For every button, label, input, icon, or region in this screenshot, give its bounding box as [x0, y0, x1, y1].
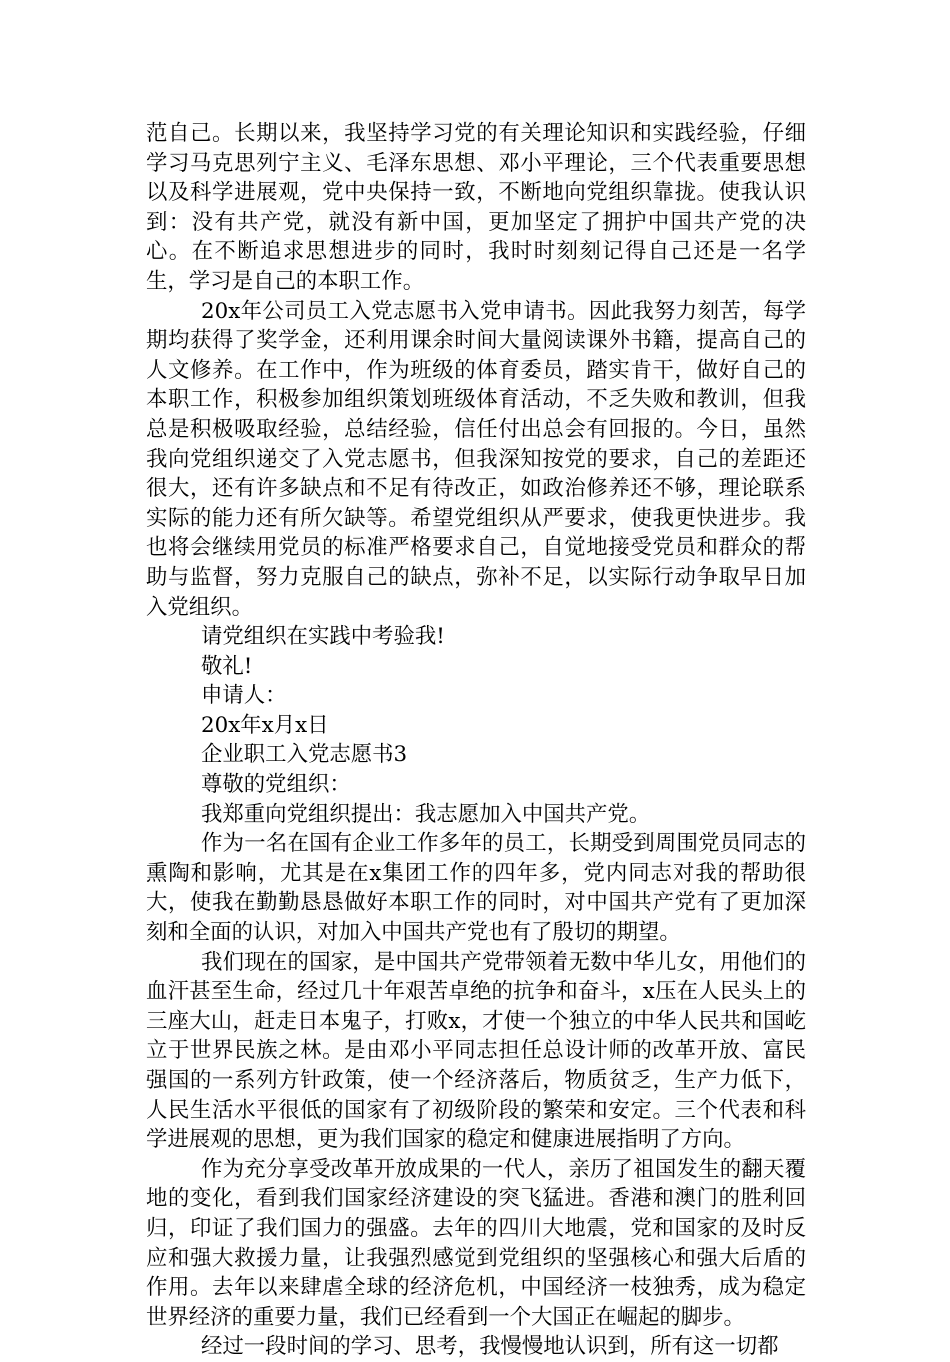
salutation-closing: 敬礼!: [201, 653, 253, 679]
paragraph-continuation: 范自己。长期以来，我坚持学习党的有关理论知识和实践经验，仔细学习马克思列宁主义、毛泽东思想、邓小平理论，三个代表重要思想以及科学进展观，党中央保持一致，不断地向党组织靠拢。使我认识到：没有共产党，就没有新中国，更加坚定了拥护中国共产党的决心。在不断追求思想进步的同时，我时时刻刻记得自己还是一名学生，学习是自己的本职工作。: [146, 121, 806, 294]
paragraph: 作为一名在国有企业工作多年的员工，长期受到周围党员同志的熏陶和影响，尤其是在x集团工作的四年多，党内同志对我的帮助很大，使我在勤勤恳恳做好本职工作的同时，对中国共产党有了更加深刻和全面的认识，对加入中国共产党也有了殷切的期望。: [146, 831, 806, 946]
paragraph-truncated: 经过一段时间的学习、思考，我慢慢地认识到，所有这一切都: [201, 1334, 779, 1360]
document-body: [146, 119, 806, 1362]
salutation-opening: 尊敬的党组织：: [201, 772, 351, 798]
paragraph-request: 请党组织在实践中考验我!: [201, 624, 445, 650]
applicant-label: 申请人：: [201, 683, 287, 709]
section-title: 企业职工入党志愿书3: [201, 742, 408, 768]
date-line: 20x年x月x日: [201, 712, 329, 738]
paragraph: 我们现在的国家，是中国共产党带领着无数中华儿女，用他们的血汗甚至生命，经过几十年艰苦卓绝的抗争和奋斗，x压在人民头上的三座大山，赶走日本鬼子，打败x，才使一个独立的中华人民共和国屹立于世界民族之林。是由邓小平同志担任总设计师的改革开放、富民强国的一系列方针政策，使一个经济落后，物质贫乏，生产力低下，人民生活水平很低的国家有了初级阶段的繁荣和安定。三个代表和科学进展观的思想，更为我们国家的稳定和健康进展指明了方向。: [146, 949, 806, 1153]
paragraph: 我郑重向党组织提出：我志愿加入中国共产党。: [201, 801, 651, 827]
paragraph: 20x年公司员工入党志愿书入党申请书。因此我努力刻苦，每学期均获得了奖学金，还利用课余时间大量阅读课外书籍，提高自己的人文修养。在工作中，作为班级的体育委员，踏实肯干，做好自己的本职工作，积极参加组织策划班级体育活动，不乏失败和教训，但我总是积极吸取经验，总结经验，信任付出总会有回报的。今日，虽然我向党组织递交了入党志愿书，但我深知按党的要求，自己的差距还很大，还有许多缺点和不足有待改正，如政治修养还不够，理论联系实际的能力还有所欠缺等。希望党组织从严要求，使我更快进步。我也将会继续用党员的标准严格要求自己，自觉地接受党员和群众的帮助与监督，努力克服自己的缺点，弥补不足，以实际行动争取早日加入党组织。: [146, 298, 806, 620]
paragraph: 作为充分享受改革开放成果的一代人，亲历了祖国发生的翻天覆地的变化，看到我们国家经济建设的突飞猛进。香港和澳门的胜利回归，印证了我们国力的强盛。去年的四川大地震，党和国家的及时反应和强大救援力量，让我强烈感觉到党组织的坚强核心和强大后盾的作用。去年以来肆虐全球的经济危机，中国经济一枝独秀，成为稳定世界经济的重要力量，我们已经看到一个大国正在崛起的脚步。: [146, 1156, 806, 1330]
